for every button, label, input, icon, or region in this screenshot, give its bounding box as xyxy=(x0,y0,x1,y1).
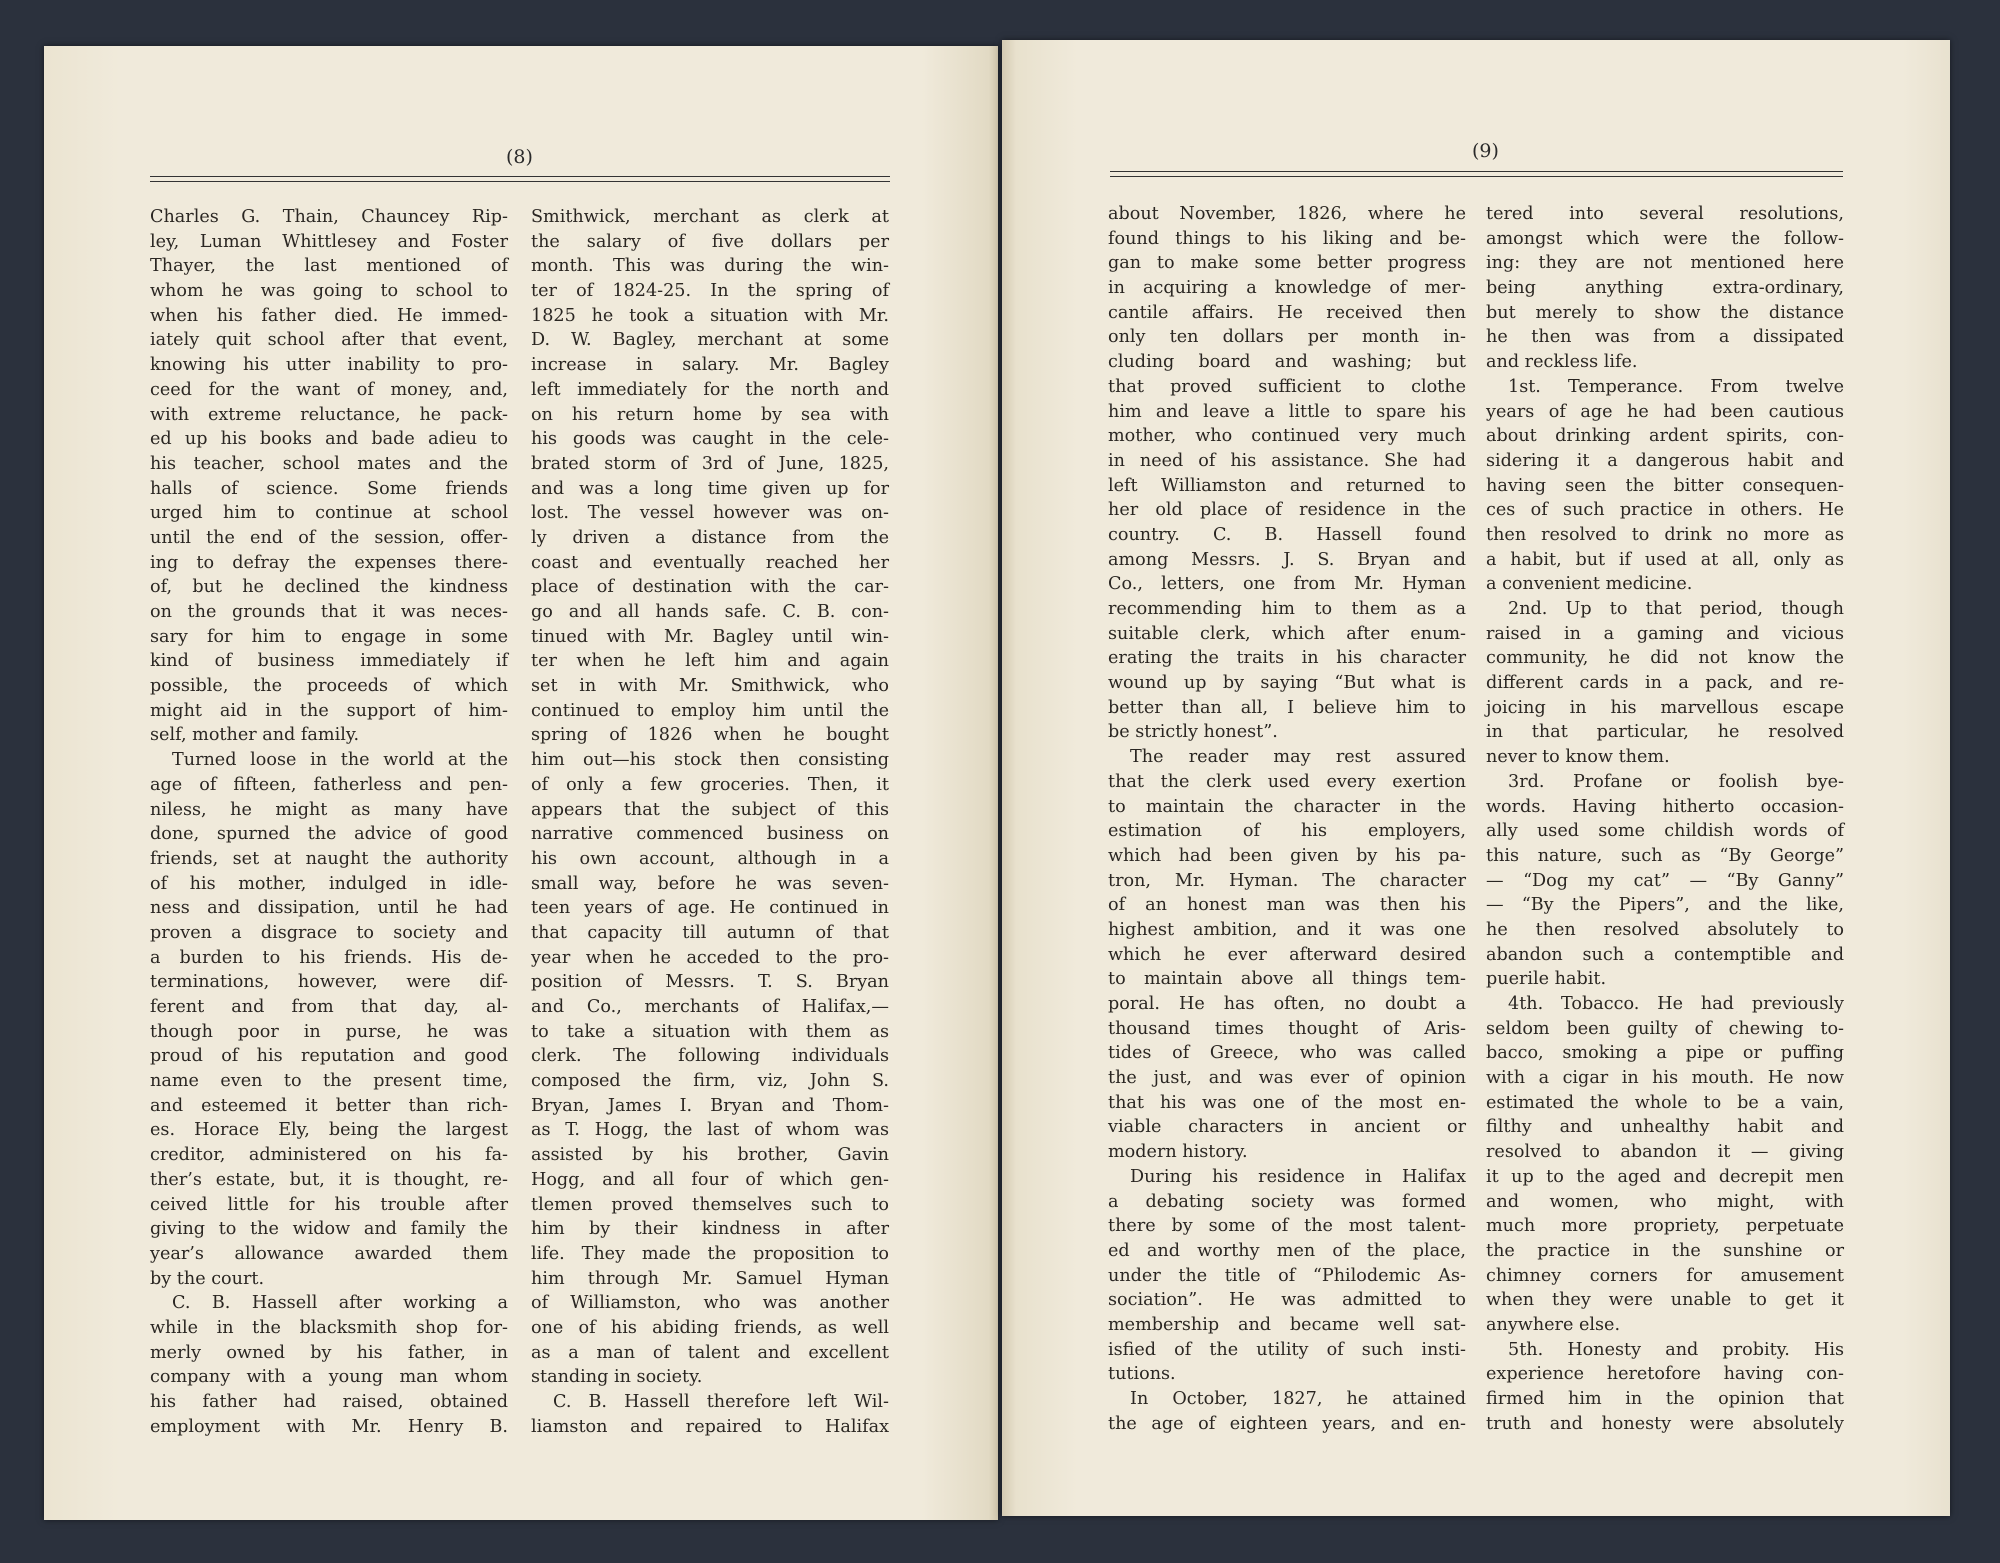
text-line: anywhere else. xyxy=(1486,1314,1621,1335)
text-line: employment with Mr. Henry B. xyxy=(150,1416,508,1437)
text-line: kind of business immediately if xyxy=(150,651,508,672)
text-line: C. B. Hassell therefore left Wil- xyxy=(553,1392,889,1412)
text-column xyxy=(1486,202,1844,1436)
text-line: in acquiring a knowledge of mer- xyxy=(1108,278,1466,299)
text-line: 1825 he took a situation with Mr. xyxy=(531,305,889,326)
text-line: C. B. Hassell after working a xyxy=(172,1293,508,1314)
text-line: company with a young man whom xyxy=(150,1367,508,1388)
text-line: ed up his books and bade adieu to xyxy=(150,429,508,450)
paragraph xyxy=(1108,745,1466,1165)
text-line: years of age he had been cautious xyxy=(1486,401,1844,422)
text-line: raised in a gaming and vicious xyxy=(1486,623,1844,644)
text-line: wound up by saying “But what is xyxy=(1108,673,1466,694)
text-line: set in with Mr. Smithwick, who xyxy=(531,676,889,697)
text-line: as T. Hogg, the last of whom was xyxy=(531,1120,889,1141)
text-line: 1st. Temperance. From twelve xyxy=(1508,376,1844,397)
text-line: ferent and from that day, al- xyxy=(150,997,508,1017)
text-line: experience heretofore having con- xyxy=(1486,1364,1844,1385)
text-line: only ten dollars per month in- xyxy=(1108,327,1466,348)
text-line: giving to the widow and family the xyxy=(150,1219,508,1240)
text-line: a convenient medicine. xyxy=(1486,574,1693,595)
text-line: ceived little for his trouble after xyxy=(150,1194,508,1215)
text-line: es. Horace Ely, being the largest xyxy=(150,1120,508,1141)
paragraph xyxy=(1486,597,1844,770)
text-line: estimated the whole to be a vain, xyxy=(1486,1092,1844,1113)
text-line: teen years of age. He continued in xyxy=(531,898,889,919)
text-line: ed and worthy men of the place, xyxy=(1108,1240,1466,1261)
paragraph xyxy=(531,1390,889,1439)
text-line: liamston and repaired to Halifax xyxy=(531,1416,889,1437)
text-line: suitable clerk, which after enum- xyxy=(1108,623,1466,644)
text-line: ally used some childish words of xyxy=(1486,821,1844,842)
text-line: merly owned by his father, in xyxy=(150,1342,508,1363)
text-line: halls of science. Some friends xyxy=(150,478,508,499)
text-line: highest ambition, and it was one xyxy=(1108,919,1466,940)
text-line: about November, 1826, where he xyxy=(1108,204,1466,224)
text-line: D. W. Bagley, merchant at some xyxy=(531,330,889,351)
text-line: — “Dog my cat” — “By Ganny” xyxy=(1486,870,1844,891)
paragraph xyxy=(1108,1387,1466,1436)
text-line: tlemen proved themselves such to xyxy=(531,1194,889,1215)
text-line: found things to his liking and be- xyxy=(1108,228,1466,249)
text-line: age of fifteen, fatherless and pen- xyxy=(150,774,508,795)
text-line: position of Messrs. T. S. Bryan xyxy=(531,972,889,993)
text-line: narrative commenced business on xyxy=(531,824,889,845)
text-line: continued to employ him until the xyxy=(531,700,889,721)
paragraph xyxy=(1486,375,1844,597)
text-line: and esteemed it better than rich- xyxy=(150,1095,508,1116)
text-line: 2nd. Up to that period, though xyxy=(1508,599,1844,619)
text-line: that proved sufficient to clothe xyxy=(1108,376,1466,397)
text-line: cluding board and washing; but xyxy=(1108,352,1466,373)
text-line: it up to the aged and decrepit men xyxy=(1486,1166,1844,1187)
text-line: firmed him in the opinion that xyxy=(1486,1389,1844,1409)
text-line: recommending him to them as a xyxy=(1108,599,1466,619)
text-line: of, but he declined the kindness xyxy=(150,577,508,598)
text-line: he then was from a dissipated xyxy=(1486,327,1844,348)
text-line: amongst which were the follow- xyxy=(1486,228,1844,249)
text-line: ces of such practice in others. He xyxy=(1486,500,1844,521)
text-line: In October, 1827, he attained xyxy=(1130,1389,1466,1409)
text-line: 3rd. Profane or foolish bye- xyxy=(1508,771,1844,792)
text-line: better than all, I believe him to xyxy=(1108,697,1466,718)
text-column xyxy=(1108,202,1466,1436)
text-line: possible, the proceeds of which xyxy=(150,676,508,697)
text-line: creditor, administered on his fa- xyxy=(150,1145,508,1166)
text-line: the salary of five dollars per xyxy=(531,231,889,252)
text-line: much more propriety, perpetuate xyxy=(1486,1216,1844,1237)
text-line: when they were unable to get it xyxy=(1486,1290,1844,1311)
text-line: sary for him to engage in some xyxy=(150,626,508,647)
text-line: one of his abiding friends, as well xyxy=(531,1317,889,1338)
text-line: different cards in a pack, and re- xyxy=(1486,673,1844,694)
text-line: being anything extra-ordinary, xyxy=(1486,278,1844,299)
text-line: in need of his assistance. She had xyxy=(1108,450,1466,471)
text-line: might aid in the support of him- xyxy=(150,700,508,721)
text-line: life. They made the proposition to xyxy=(531,1243,889,1264)
text-line: appears that the subject of this xyxy=(531,799,889,820)
paragraph xyxy=(531,205,889,1390)
text-line: his teacher, school mates and the xyxy=(150,453,508,474)
text-line: as a man of talent and excellent xyxy=(531,1342,889,1363)
text-line: assisted by his brother, Gavin xyxy=(531,1145,889,1166)
text-line: name even to the present time, xyxy=(150,1071,508,1092)
text-line: ter when he left him and again xyxy=(531,651,889,672)
text-line: that capacity till autumn of that xyxy=(531,922,889,943)
text-line: gan to make some better progress xyxy=(1108,253,1466,274)
text-line: never to know them. xyxy=(1486,747,1670,768)
text-line: 4th. Tobacco. He had previously xyxy=(1508,994,1844,1014)
text-line: — “By the Pipers”, and the like, xyxy=(1486,895,1844,916)
text-line: in that particular, he resolved xyxy=(1486,722,1844,743)
text-line: which had been given by his pa- xyxy=(1108,845,1466,866)
text-line: having seen the bitter consequen- xyxy=(1486,475,1844,496)
header-rule-left xyxy=(150,176,890,182)
paragraph xyxy=(1486,770,1844,992)
text-line: year’s allowance awarded them xyxy=(150,1243,508,1264)
text-line: small way, before he was seven- xyxy=(531,873,889,894)
text-line: him by their kindness in after xyxy=(531,1219,889,1240)
text-line: ing to defray the expenses there- xyxy=(150,552,508,573)
text-line: clerk. The following individuals xyxy=(531,1046,889,1067)
text-line: bacco, smoking a pipe or puffing xyxy=(1486,1043,1844,1064)
text-line: iately quit school after that event, xyxy=(150,330,508,351)
text-line: month. This was during the win- xyxy=(531,256,889,277)
text-line: him through Mr. Samuel Hyman xyxy=(531,1268,889,1289)
text-line: brated storm of 3rd of June, 1825, xyxy=(531,453,889,474)
text-line: tered into several resolutions, xyxy=(1486,204,1844,224)
text-line: on his return home by sea with xyxy=(531,404,889,425)
text-line: poral. He has often, no doubt a xyxy=(1108,994,1466,1014)
text-line: place of destination with the car- xyxy=(531,577,889,598)
text-line: with extreme reluctance, he pack- xyxy=(150,404,508,425)
text-line: knowing his utter inability to pro- xyxy=(150,355,508,376)
text-line: to take a situation with them as xyxy=(531,1021,889,1042)
text-line: there by some of the most talent- xyxy=(1108,1216,1466,1237)
page-number-right: (9) xyxy=(1472,140,1499,162)
text-line: Charles G. Thain, Chauncey Rip- xyxy=(150,207,508,227)
text-line: Turned loose in the world at the xyxy=(172,750,508,771)
text-line: under the title of “Philodemic As- xyxy=(1108,1265,1466,1286)
text-line: her old place of residence in the xyxy=(1108,500,1466,521)
text-line: standing in society. xyxy=(531,1367,703,1388)
text-line: Bryan, James I. Bryan and Thom- xyxy=(531,1095,889,1116)
text-line: about drinking ardent spirits, con- xyxy=(1486,426,1844,447)
text-line: The reader may rest assured xyxy=(1130,747,1466,768)
text-line: while in the blacksmith shop for- xyxy=(150,1317,508,1338)
text-line: on the grounds that it was neces- xyxy=(150,602,508,622)
text-line: the practice in the sunshine or xyxy=(1486,1240,1844,1261)
text-line: friends, set at naught the authority xyxy=(150,848,508,869)
text-line: this nature, such as “By George” xyxy=(1486,845,1844,866)
text-line: chimney corners for amusement xyxy=(1486,1265,1844,1286)
text-line: isfied of the utility of such insti- xyxy=(1108,1339,1466,1360)
text-line: Co., letters, one from Mr. Hyman xyxy=(1108,574,1466,595)
text-line: truth and honesty were absolutely xyxy=(1486,1413,1844,1434)
text-line: when his father died. He immed- xyxy=(150,305,508,326)
text-line: joicing in his marvellous escape xyxy=(1486,697,1844,718)
text-line: niless, he might as many have xyxy=(150,799,508,820)
text-line: ly driven a distance from the xyxy=(531,527,889,548)
text-line: until the end of the session, offer- xyxy=(150,527,508,548)
text-line: urged him to continue at school xyxy=(150,503,508,524)
text-line: membership and became well sat- xyxy=(1108,1314,1466,1335)
text-line: sociation”. He was admitted to xyxy=(1108,1290,1466,1311)
text-line: Hogg, and all four of which gen- xyxy=(531,1169,889,1190)
text-column xyxy=(531,205,889,1439)
text-line: composed the firm, viz, John S. xyxy=(531,1071,889,1092)
text-line: a burden to his friends. His de- xyxy=(150,947,508,968)
text-line: tides of Greece, who was called xyxy=(1108,1043,1466,1064)
text-line: that the clerk used every exertion xyxy=(1108,771,1466,792)
text-line: go and all hands safe. C. B. con- xyxy=(531,602,889,622)
text-line: filthy and unhealthy habit and xyxy=(1486,1117,1844,1138)
text-line: tron, Mr. Hyman. The character xyxy=(1108,870,1466,891)
text-line: done, spurned the advice of good xyxy=(150,824,508,845)
text-line: ley, Luman Whittlesey and Foster xyxy=(150,231,508,252)
text-line: tutions. xyxy=(1108,1364,1176,1385)
text-line: Smithwick, merchant as clerk at xyxy=(531,207,889,227)
paragraph xyxy=(1486,202,1844,375)
text-line: resolved to abandon it — giving xyxy=(1486,1142,1844,1163)
text-line: community, he did not know the xyxy=(1486,648,1844,669)
paragraph xyxy=(1486,992,1844,1338)
text-line: coast and eventually reached her xyxy=(531,552,889,573)
text-line: Thayer, the last mentioned of xyxy=(150,256,508,277)
text-line: the just, and was ever of opinion xyxy=(1108,1068,1466,1089)
text-line: year when he acceded to the pro- xyxy=(531,947,889,968)
text-line: 5th. Honesty and probity. His xyxy=(1508,1339,1844,1360)
text-line: estimation of his employers, xyxy=(1108,821,1466,842)
text-line: cantile affairs. He received then xyxy=(1108,302,1466,323)
text-line: spring of 1826 when he bought xyxy=(531,725,889,746)
text-line: his goods was caught in the cele- xyxy=(531,429,889,450)
header-rule-right xyxy=(1110,171,1843,177)
text-line: thousand times thought of Aris- xyxy=(1108,1018,1466,1039)
text-line: with a cigar in his mouth. He now xyxy=(1486,1068,1844,1089)
text-line: that his was one of the most en- xyxy=(1108,1092,1466,1113)
text-line: left immediately for the north and xyxy=(531,379,889,400)
text-line: tinued with Mr. Bagley until win- xyxy=(531,626,889,647)
paragraph xyxy=(150,1291,508,1439)
text-line: and was a long time given up for xyxy=(531,478,889,499)
text-line: ceed for the want of money, and, xyxy=(150,379,508,400)
text-line: ther’s estate, but, it is thought, re- xyxy=(150,1169,508,1190)
text-line: his father had raised, obtained xyxy=(150,1392,508,1412)
paragraph xyxy=(150,748,508,1291)
text-line: to maintain above all things tem- xyxy=(1108,969,1466,990)
text-line: puerile habit. xyxy=(1486,969,1607,990)
text-line: abandon such a contemptible and xyxy=(1486,944,1844,965)
text-line: lost. The vessel however was on- xyxy=(531,503,889,524)
text-line: country. C. B. Hassell found xyxy=(1108,524,1466,545)
text-line: ness and dissipation, until he had xyxy=(150,898,508,919)
text-line: ing: they are not mentioned here xyxy=(1486,253,1844,274)
text-line: of an honest man was then his xyxy=(1108,895,1466,916)
text-line: him out—his stock then consisting xyxy=(531,750,889,771)
text-line: whom he was going to school to xyxy=(150,281,508,302)
text-line: be strictly honest”. xyxy=(1108,722,1278,743)
text-line: words. Having hitherto occasion- xyxy=(1486,796,1844,817)
paragraph xyxy=(150,205,508,748)
text-line: sidering it a dangerous habit and xyxy=(1486,450,1844,471)
text-line: ter of 1824-25. In the spring of xyxy=(531,281,889,302)
text-line: viable characters in ancient or xyxy=(1108,1117,1466,1138)
text-line: which he ever afterward desired xyxy=(1108,944,1466,965)
text-line: of his mother, indulged in idle- xyxy=(150,873,508,894)
text-line: to maintain the character in the xyxy=(1108,796,1466,817)
text-line: and women, who might, with xyxy=(1486,1191,1844,1212)
text-line: then resolved to drink no more as xyxy=(1486,524,1844,545)
text-line: by the court. xyxy=(150,1268,265,1289)
text-line: self, mother and family. xyxy=(150,725,360,746)
text-line: but merely to show the distance xyxy=(1486,302,1844,323)
paragraph xyxy=(1108,202,1466,745)
text-line: mother, who continued very much xyxy=(1108,426,1466,447)
text-line: proven a disgrace to society and xyxy=(150,922,508,943)
text-line: the age of eighteen years, and en- xyxy=(1108,1413,1466,1434)
text-line: and reckless life. xyxy=(1486,352,1638,373)
text-line: among Messrs. J. S. Bryan and xyxy=(1108,549,1466,570)
text-line: him and leave a little to spare his xyxy=(1108,401,1466,422)
text-line: of only a few groceries. Then, it xyxy=(531,774,889,795)
text-line: terminations, however, were dif- xyxy=(150,972,508,993)
text-line: increase in salary. Mr. Bagley xyxy=(531,355,889,376)
text-line: though poor in purse, he was xyxy=(150,1021,508,1042)
text-line: seldom been guilty of chewing to- xyxy=(1486,1018,1844,1039)
text-line: a habit, but if used at all, only as xyxy=(1486,549,1844,570)
paragraph xyxy=(1486,1338,1844,1437)
text-line: his own account, although in a xyxy=(531,848,889,869)
text-line: a debating society was formed xyxy=(1108,1191,1466,1212)
text-column xyxy=(150,205,508,1439)
page-number-left: (8) xyxy=(506,146,533,168)
text-line: and Co., merchants of Halifax,— xyxy=(531,997,889,1017)
text-line: modern history. xyxy=(1108,1142,1248,1163)
text-line: During his residence in Halifax xyxy=(1130,1166,1466,1187)
text-line: erating the traits in his character xyxy=(1108,648,1466,669)
paragraph xyxy=(1108,1165,1466,1387)
text-line: proud of his reputation and good xyxy=(150,1046,508,1067)
text-line: he then resolved absolutely to xyxy=(1486,919,1844,940)
text-line: left Williamston and returned to xyxy=(1108,475,1466,496)
text-line: of Williamston, who was another xyxy=(531,1293,889,1314)
